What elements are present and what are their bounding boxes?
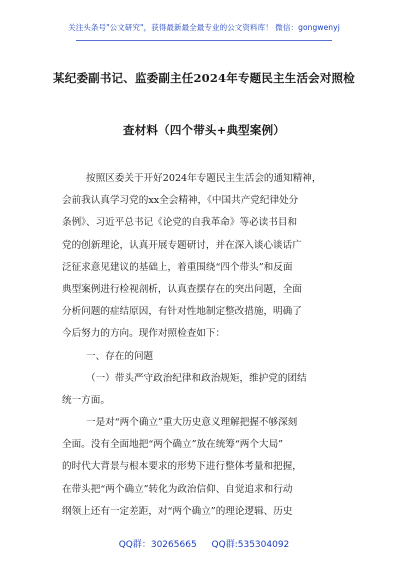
body-line: 纲领上还有一定差距，对“两个确立”的理论逻辑、历史 bbox=[62, 505, 293, 517]
footer-qq-group-1: QQ群：30265665 bbox=[118, 540, 197, 550]
document-title-line-1: 某纪委副书记、监委副主任2024年专题民主生活会对照检 bbox=[53, 71, 355, 85]
body-line: 统一方面。 bbox=[62, 394, 110, 406]
body-line: 典型案例进行检视剖析，认真查摆存在的突出问题，全面 bbox=[62, 283, 302, 295]
body-line: 党的创新理论，认真开展专题研讨，并在深入谈心谈话广 bbox=[62, 239, 302, 251]
header-divider bbox=[76, 40, 332, 41]
body-line: 按照区委关于开好2024年专题民主生活会的通知精神， bbox=[86, 173, 322, 184]
body-line: 泛征求意见建议的基础上，着重围绕“四个带头”和反面 bbox=[62, 261, 293, 273]
subsection-heading: （一）带头严守政治纪律和政治规矩，维护党的团结 bbox=[86, 372, 307, 384]
body-line: 全面。没有全面地把“两个确立”放在统筹“两个大局” bbox=[62, 439, 284, 451]
section-heading: 一、存在的问题 bbox=[86, 350, 154, 362]
body-line: 一是对“两个确立”重大历史意义理解把握不够深刻 bbox=[86, 417, 298, 429]
body-line: 会前我认真学习党的xx全会精神，《中国共产党纪律处分 bbox=[62, 195, 299, 207]
footer bbox=[0, 537, 408, 550]
body-line: 今后努力的方向。现作对照检查如下： bbox=[62, 328, 226, 340]
document-body bbox=[62, 168, 358, 523]
body-line: 分析问题的症结原因，有针对性地制定整改措施，明确了 bbox=[62, 306, 302, 318]
body-line: 在带头把“两个确立”转化为政治信仰、自觉追求和行动 bbox=[62, 483, 293, 495]
document-title-line-2: 查材料（四个带头+典型案例） bbox=[123, 123, 285, 137]
footer-qq-group-2: QQ群:535304092 bbox=[211, 540, 290, 550]
header-banner: 关注头条号"公文研究"，获得最新最全最专业的公文资料库！ 微信：gongwenyj bbox=[68, 23, 340, 32]
body-line: 的时代大背景与根本要求的形势下进行整体考量和把握， bbox=[62, 461, 302, 473]
body-line: 条例》、习近平总书记《论党的自我革命》等必读书目和 bbox=[62, 217, 298, 229]
